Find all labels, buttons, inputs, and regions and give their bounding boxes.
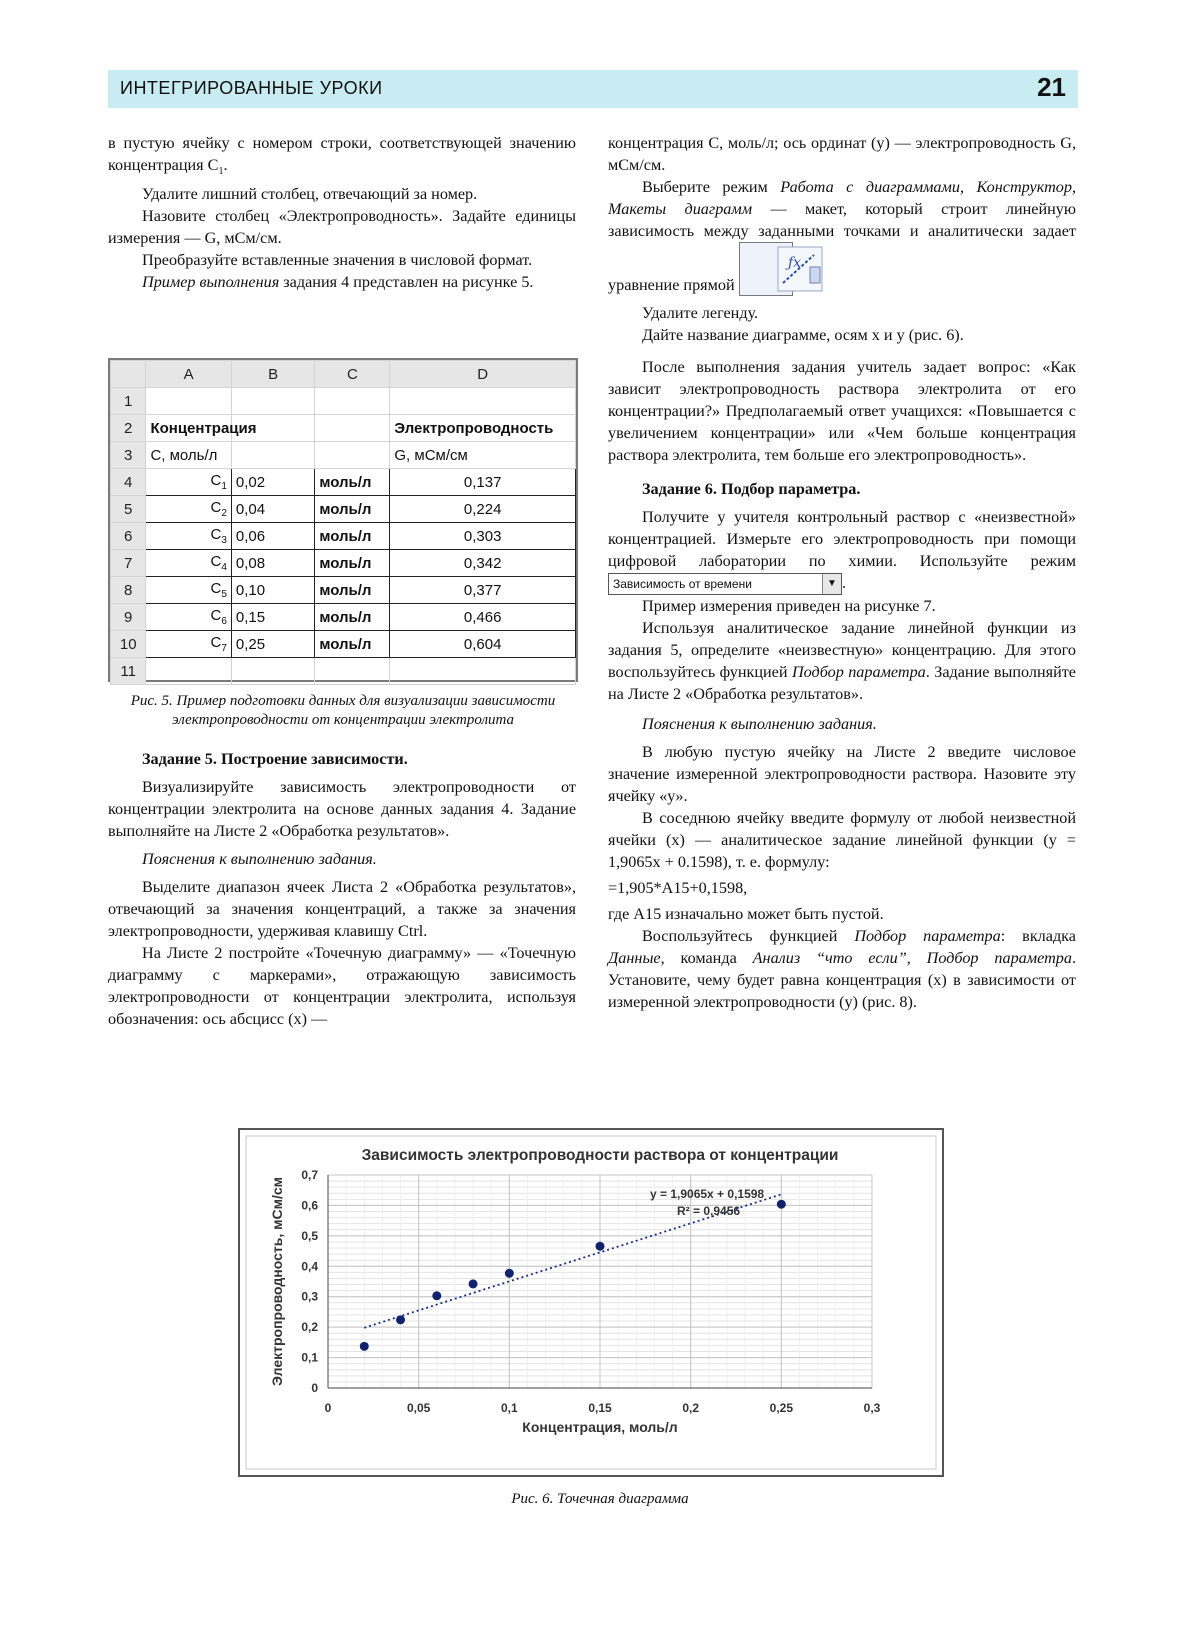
x-tick-label: 0,1	[500, 1401, 518, 1415]
cell-d[interactable]	[390, 388, 576, 415]
y-tick-label: 0,5	[301, 1228, 318, 1243]
cell-b[interactable]	[231, 388, 314, 415]
column-header[interactable]: C	[315, 361, 390, 388]
cell-d[interactable]	[390, 658, 576, 685]
cell-c[interactable]	[315, 442, 390, 469]
cell-c[interactable]: моль/л	[315, 550, 390, 577]
paragraph: Выберите режим Работа с диаграммами, Конструктор, Макеты диаграмм — макет, который строит линейную зависимость между заданными точками и аналитически задает уравнение прямой ƒx	[608, 178, 1076, 294]
y-tick-label: 0,6	[301, 1198, 318, 1213]
row-header[interactable]: 3	[111, 442, 146, 469]
cell-a[interactable]: $C_5$	[146, 577, 231, 604]
chevron-down-icon: ▼	[822, 574, 841, 594]
cell-a[interactable]: $C_7$	[146, 631, 231, 658]
data-point	[432, 1291, 441, 1300]
trendline-equation: y = 1,9065x + 0,1598	[650, 1187, 765, 1201]
cell-d[interactable]: 0,342	[390, 550, 576, 577]
table-row	[111, 604, 576, 631]
column-header[interactable]: D	[390, 361, 576, 388]
cell-b[interactable]: 0,08	[231, 550, 314, 577]
cell-b[interactable]: 0,25	[231, 631, 314, 658]
x-tick-label: 0,05	[406, 1401, 431, 1415]
explanation-label: Пояснения к выполнению задания.	[642, 715, 877, 734]
page-number: 21	[1037, 72, 1066, 102]
chart-title: Зависимость электропроводности раствора от концентрации	[361, 1147, 839, 1164]
column-header[interactable]: A	[146, 361, 231, 388]
cell-c[interactable]: моль/л	[315, 496, 390, 523]
scatter-chart	[240, 1130, 942, 1475]
paragraph: Визуализируйте зависимость электропроводности от концентрации электролита на основе данных задания 4. Задание выполняйте на Листе 2 «Обработка результатов».	[108, 778, 576, 840]
row-header[interactable]: 2	[111, 415, 146, 442]
cell-a[interactable]: $C_6$	[146, 604, 231, 631]
cell-d[interactable]: Электропроводность	[390, 415, 576, 442]
cell-d[interactable]: 0,137	[390, 469, 576, 496]
paragraph: Пример выполнения задания 4 представлен на рисунке 5.	[142, 273, 534, 292]
paragraph: Назовите столбец «Электропроводность». Задайте единицы измерения — G, мСм/см.	[108, 207, 576, 248]
table-row	[111, 523, 576, 550]
table-row	[111, 550, 576, 577]
cell-b[interactable]	[231, 658, 314, 685]
row-header[interactable]: 11	[111, 658, 146, 685]
paragraph: концентрация C, моль/л; ось ординат (y) — электропроводность G, мСм/см.	[608, 134, 1076, 174]
x-tick-label: 0,2	[682, 1401, 700, 1415]
x-tick-label: 0,15	[588, 1401, 612, 1415]
section-title: ИНТЕГРИРОВАННЫЕ УРОКИ	[120, 78, 383, 98]
y-tick-label: 0,2	[301, 1320, 318, 1335]
row-header[interactable]: 1	[111, 388, 146, 415]
paragraph: Пример измерения приведен на рисунке 7.	[642, 597, 936, 616]
paragraph: На Листе 2 постройте «Точечную диаграмму» — «Точечную диаграмму с маркерами», отражающую зависимость электропроводности от концентрации электролита, используя обозначения: ось абсцисс (x) —	[108, 944, 576, 1028]
cell-d[interactable]: 0,303	[390, 523, 576, 550]
row-header[interactable]: 5	[111, 496, 146, 523]
cell-a[interactable]: $C_4$	[146, 550, 231, 577]
data-point	[396, 1315, 405, 1324]
row-header[interactable]: 9	[111, 604, 146, 631]
table-row	[111, 442, 576, 469]
paragraph: Выделите диапазон ячеек Листа 2 «Обработка результатов», отвечающий за значения концентраций, а также за значения электропроводности, удерживая клавишу Ctrl.	[108, 878, 576, 940]
cell-d[interactable]: 0,466	[390, 604, 576, 631]
y-tick-label: 0,3	[301, 1289, 318, 1304]
task-6-heading: Задание 6. Подбор параметра.	[642, 480, 861, 498]
r-squared-label: R² = 0,9456	[677, 1204, 741, 1218]
table-row	[111, 631, 576, 658]
cell-b[interactable]: 0,06	[231, 523, 314, 550]
figure-5-caption: Рис. 5. Пример подготовки данных для визуализации зависимости электропроводности от концентрации электролита	[130, 693, 556, 728]
cell-b[interactable]: 0,04	[231, 496, 314, 523]
row-header[interactable]: 6	[111, 523, 146, 550]
data-point	[505, 1269, 514, 1278]
task-5-heading: Задание 5. Построение зависимости.	[142, 750, 408, 768]
data-point	[469, 1279, 478, 1288]
x-tick-label: 0,3	[863, 1401, 881, 1415]
cell-a[interactable]	[146, 658, 231, 685]
column-header[interactable]: B	[231, 361, 314, 388]
cell-b[interactable]	[231, 442, 314, 469]
explanation-label: Пояснения к выполнению задания.	[142, 850, 377, 868]
cell-d[interactable]: G, мСм/см	[390, 442, 576, 469]
cell-d[interactable]: 0,224	[390, 496, 576, 523]
cell-b[interactable]: 0,10	[231, 577, 314, 604]
cell-a[interactable]: C, моль/л	[146, 442, 231, 469]
paragraph: Используя аналитическое задание линейной функции из задания 5, определите «неизвестную» концентрацию. Для этого воспользуйтесь функцией Подбор параметра. Задание выполняйте на Листе 2 «Обработка результатов».	[608, 619, 1076, 704]
table-row	[111, 658, 576, 685]
row-header[interactable]: 7	[111, 550, 146, 577]
right-column	[608, 132, 1076, 1013]
cell-d[interactable]: 0,604	[390, 631, 576, 658]
cell-b[interactable]: 0,15	[231, 604, 314, 631]
sheet-corner[interactable]	[111, 361, 146, 388]
data-point	[360, 1342, 369, 1351]
y-axis-label: Электропроводность, мСм/см	[269, 1176, 285, 1387]
figure-6-caption: Рис. 6. Точечная диаграмма	[511, 1491, 689, 1507]
left-column-top	[108, 132, 576, 293]
cell-c[interactable]	[315, 388, 390, 415]
table-row	[111, 577, 576, 604]
table-row	[111, 496, 576, 523]
row-header[interactable]: 8	[111, 577, 146, 604]
paragraph: Преобразуйте вставленные значения в числовой формат.	[142, 251, 533, 270]
x-tick-label: 0,25	[769, 1401, 794, 1415]
cell-a[interactable]: $C_2$	[146, 496, 231, 523]
data-point	[777, 1200, 786, 1209]
paragraph: Дайте название диаграмме, осям x и y (рис. 6).	[642, 326, 964, 344]
paragraph: После выполнения задания учитель задает вопрос: «Как зависит электропроводность раствора электролита от его концентрации?» Предполагаемый ответ учащихся: «Повышается с увеличением концентрации» или «Чем больше концентрация раствора электролита, тем больше его электропроводность».	[608, 358, 1076, 464]
cell-c[interactable]	[315, 658, 390, 685]
paragraph: Удалите легенду.	[642, 304, 759, 322]
paragraph: Получите у учителя контрольный раствор с «неизвестной» концентрацией. Измерьте его электропроводность при помощи цифровой лаборатории по химии. Используйте режим Зависимость от времени ▼ .	[608, 506, 1076, 595]
spreadsheet-table	[110, 360, 576, 685]
trendline-layout-icon	[739, 242, 801, 296]
cell-c[interactable]: моль/л	[315, 631, 390, 658]
cell-d[interactable]: 0,377	[390, 577, 576, 604]
left-column-bottom	[108, 748, 576, 1030]
cell-c[interactable]: моль/л	[315, 577, 390, 604]
row-header[interactable]: 10	[111, 631, 146, 658]
formula: =1,905*A15+0,1598,	[608, 879, 748, 898]
cell-a[interactable]: $C_3$	[146, 523, 231, 550]
x-axis-label: Концентрация, моль/л	[522, 1419, 678, 1435]
cell-c[interactable]	[315, 415, 390, 442]
table-row	[111, 415, 576, 442]
y-tick-label: 0,1	[301, 1350, 318, 1365]
paragraph: В любую пустую ячейку на Листе 2 введите числовое значение измеренной электропроводности раствора. Назовите эту ячейку «y».	[608, 743, 1076, 806]
svg-text:ƒx: ƒx	[787, 255, 801, 271]
cell-b[interactable]: 0,02	[231, 469, 314, 496]
cell-a[interactable]	[146, 388, 231, 415]
paragraph: в пустую ячейку с номером строки, соответствующей значению концентрация $C_1$.	[108, 134, 576, 178]
row-header[interactable]: 4	[111, 469, 146, 496]
y-tick-label: 0	[311, 1381, 318, 1395]
paragraph: где A15 изначально может быть пустой.	[608, 905, 884, 924]
cell-c[interactable]: моль/л	[315, 523, 390, 550]
cell-a[interactable]: Концентрация	[146, 415, 231, 442]
y-tick-label: 0,4	[301, 1259, 318, 1274]
cell-a[interactable]: $C_1$	[146, 469, 231, 496]
cell-c[interactable]: моль/л	[315, 604, 390, 631]
spreadsheet-figure	[108, 358, 578, 682]
table-row	[111, 388, 576, 415]
page-header	[108, 70, 1078, 108]
scatter-chart-figure	[238, 1128, 944, 1477]
mode-dropdown[interactable]: Зависимость от времени ▼	[608, 573, 842, 595]
table-row	[111, 469, 576, 496]
cell-c[interactable]: моль/л	[315, 469, 390, 496]
paragraph: Удалите лишний столбец, отвечающий за номер.	[142, 185, 478, 204]
paragraph: Воспользуйтесь функцией Подбор параметра: вкладка Данные, команда Анализ “что если”, Подбор параметра. Установите, чему будет равна концентрация (x) в зависимости от измеренной электропроводности (y) (рис. 8).	[608, 927, 1076, 1012]
y-tick-label: 0,7	[301, 1168, 318, 1182]
x-tick-label: 0	[324, 1401, 332, 1415]
data-point	[596, 1242, 605, 1251]
paragraph: В соседнюю ячейку введите формулу от любой неизвестной ячейки (x) — аналитическое задание линейной функции (y = 1,9065x + 0.1598), т. е. формулу:	[608, 809, 1076, 872]
